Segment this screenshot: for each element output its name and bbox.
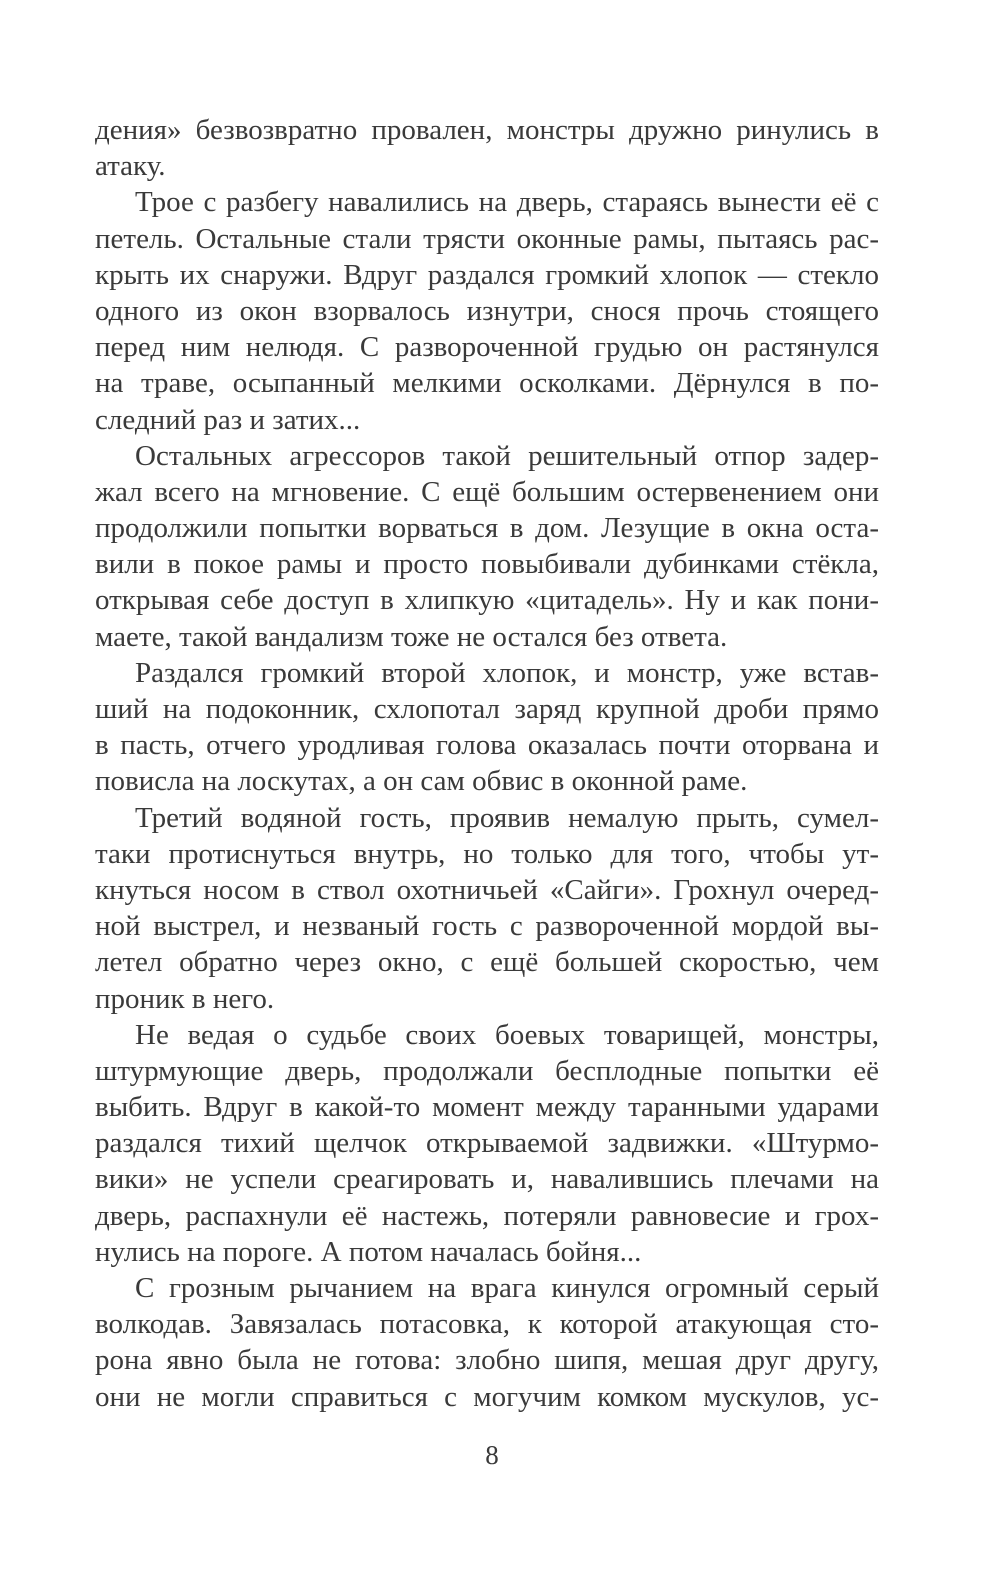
text-line: проник в него. (95, 982, 275, 1015)
text-line: дения» безвозвратно провален, монстры дружно ринулись в (95, 114, 879, 146)
text-line: жал всего на мгновение. С ещё большим остервенением они (95, 475, 879, 508)
text-line: Не ведая о судьбе своих боевых товарищей, монстры, (135, 1018, 879, 1051)
text-line: повисла на лоскутах, а он сам обвис в оконной раме. (95, 765, 748, 798)
text-line: кнуться носом в ствол охотничьей «Сайги». Грохнул очеред- (95, 873, 879, 906)
text-line: рона явно была не готова: злобно шипя, мешая друг другу, (95, 1344, 879, 1377)
text-line: ной выстрел, и незваный гость с развороченной мордой вы- (95, 910, 879, 943)
text-line: Остальных агрессоров такой решительный отпор задер- (135, 439, 879, 472)
text-line: одного из окон взорвалось изнутри, снося прочь стоящего (95, 294, 879, 327)
text-line: атаку. (95, 150, 166, 183)
text-line: Раздался громкий второй хлопок, и монстр, уже встав- (135, 656, 879, 689)
page-number: 8 (485, 1440, 499, 1470)
paragraph-6 (95, 1017, 879, 1270)
text-line: С грозным рычанием на врага кинулся огромный серый (135, 1272, 879, 1304)
text-line: продолжили попытки ворваться в дом. Лезущие в окна оста- (95, 512, 879, 545)
text-line: Третий водяной гость, проявив немалую прыть, сумел- (135, 801, 879, 834)
text-line: следний раз и затих... (95, 403, 361, 436)
paragraph-2 (95, 184, 879, 437)
text-line: Трое с разбегу навалились на дверь, стараясь вынести её с (135, 186, 879, 219)
text-line: вили в покое рамы и просто повыбивали дубинками стёкла, (95, 548, 879, 581)
text-line: штурмующие дверь, продолжали бесплодные попытки её (95, 1054, 879, 1087)
text-line: летел обратно через окно, с ещё большей скоростью, чем (95, 946, 879, 979)
text-line: перед ним нелюдя. С развороченной грудью он растянулся (95, 331, 879, 364)
text-line: раздался тихий щелчок открываемой задвижки. «Штурмо- (95, 1127, 879, 1160)
text-line: дверь, распахнули её настежь, потеряли равновесие и грох- (95, 1199, 879, 1232)
paragraph-1 (95, 112, 879, 184)
paragraph-3 (95, 438, 879, 655)
text-line: маете, такой вандализм тоже не остался без ответа. (95, 620, 728, 653)
text-line: волкодав. Завязалась потасовка, к которой атакующая сто- (95, 1308, 879, 1341)
text-line: они не могли справиться с могучим комком мускулов, ус- (95, 1380, 879, 1413)
text-line: вики» не успели среагировать и, навалившись плечами на (95, 1163, 879, 1196)
paragraph-5 (95, 800, 879, 1017)
text-line: открывая себе доступ в хлипкую «цитадель». Ну и как пони- (95, 584, 879, 617)
text-line: в пасть, отчего уродливая голова оказалась почти оторвана и (95, 729, 879, 762)
text-line: крыть их снаружи. Вдруг раздался громкий хлопок — стекло (95, 258, 879, 291)
paragraph-7 (95, 1270, 879, 1415)
text-line: петель. Остальные стали трясти оконные рамы, пытаясь рас- (95, 222, 879, 255)
text-line: таки протиснуться внутрь, но только для того, чтобы ут- (95, 837, 879, 870)
page-text (95, 112, 879, 1415)
text-line: выбить. Вдруг в какой-то момент между таранными ударами (95, 1091, 879, 1124)
text-line: нулись на пороге. А потом началась бойня... (95, 1235, 642, 1268)
paragraph-4 (95, 655, 879, 800)
text-line: на траве, осыпанный мелкими осколками. Дёрнулся в по- (95, 367, 879, 400)
text-line: ший на подоконник, схлопотал заряд крупной дроби прямо (95, 693, 879, 725)
